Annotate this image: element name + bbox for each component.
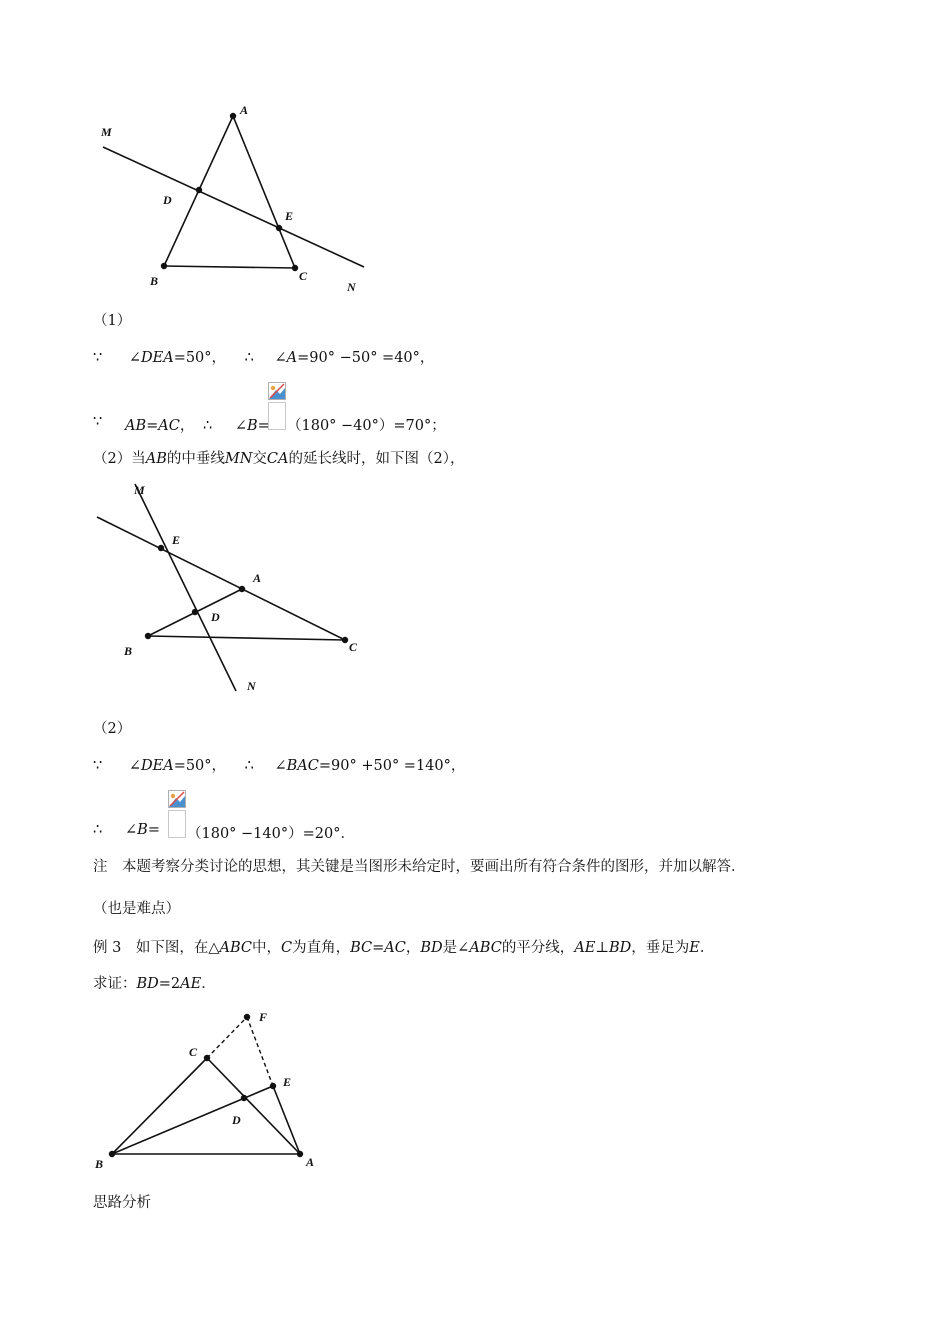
label-d: D	[163, 193, 172, 207]
label-a: A	[253, 571, 262, 585]
point-d	[192, 609, 198, 615]
point-f	[244, 1014, 250, 1020]
therefore-symbol: ∴	[244, 758, 254, 774]
side-ac	[233, 116, 295, 268]
dashed-cf	[207, 1017, 247, 1058]
label-a: A	[306, 1155, 315, 1169]
point-c	[292, 265, 298, 271]
side-bc	[164, 266, 295, 268]
point-b	[161, 263, 167, 269]
label-e: E	[172, 533, 181, 547]
point-c	[204, 1055, 210, 1061]
label-a: A	[240, 103, 249, 117]
label-f: F	[259, 1010, 268, 1024]
because-symbol: ∵	[93, 414, 103, 430]
point-a	[230, 113, 236, 119]
broken-image-icon	[268, 382, 286, 430]
line-mn	[103, 147, 364, 267]
label-n: N	[347, 280, 356, 294]
point-a	[297, 1151, 303, 1157]
figure-3-triangle	[90, 1004, 330, 1174]
point-d	[196, 187, 202, 193]
analysis-heading: 思路分析	[93, 1195, 151, 1211]
label-b: B	[150, 274, 159, 288]
label-b: B	[124, 644, 133, 658]
line-mn	[135, 484, 236, 691]
case-2-intro: （2）当AB的中垂线MN交CA的延长线时，如下图（2），	[93, 451, 465, 467]
segment-be	[112, 1086, 273, 1154]
point-a	[239, 586, 245, 592]
therefore-symbol: ∴	[244, 350, 254, 366]
label-e: E	[283, 1075, 292, 1089]
therefore-symbol: ∴	[93, 822, 103, 838]
example-3-statement: 例 3 如下图，在△ABC中，C为直角，BC=AC，BD是∠ABC的平分线，AE⊥BD，垂足为E．	[93, 940, 715, 956]
figure-2-triangle	[90, 478, 380, 698]
label-d: D	[211, 610, 220, 624]
label-d: D	[232, 1113, 241, 1127]
point-e	[276, 225, 282, 231]
dashed-fe	[247, 1017, 273, 1086]
label-c: C	[299, 269, 308, 283]
label-e: E	[285, 209, 294, 223]
side-bc	[148, 636, 345, 640]
label-m: M	[134, 483, 145, 497]
label-m: M	[101, 125, 112, 139]
prove-statement: 求证：BD=2AE．	[93, 976, 216, 992]
because-symbol: ∵	[93, 758, 103, 774]
label-c: C	[189, 1045, 198, 1059]
broken-image-icon	[168, 790, 186, 838]
solution-line-1: ∵ ∠DEA=50°， ∴ ∠A=90° −50° =40°，	[93, 350, 435, 366]
side-ca	[207, 1058, 300, 1154]
figure-1-triangle	[95, 100, 385, 300]
caption-2: （2）	[93, 721, 132, 737]
label-c: C	[349, 640, 358, 654]
side-bc	[112, 1058, 207, 1154]
label-b: B	[95, 1157, 104, 1171]
segment-ea	[273, 1086, 300, 1154]
note-paragraph: 注 本题考察分类讨论的思想，其关键是当图形未给定时，要画出所有符合条件的图形，并加以解答．	[93, 859, 746, 875]
point-b	[145, 633, 151, 639]
because-symbol: ∵	[93, 350, 103, 366]
point-d	[241, 1095, 247, 1101]
point-b	[109, 1151, 115, 1157]
point-c	[342, 637, 348, 643]
therefore-symbol: ∴	[202, 418, 213, 434]
difficulty-marker: （也是难点）	[93, 901, 180, 917]
line-ca-extended	[97, 517, 345, 640]
point-e	[270, 1083, 276, 1089]
caption-1: （1）	[93, 313, 132, 329]
point-e	[158, 545, 164, 551]
solution-line-4: ∵ ∠DEA=50°， ∴ ∠BAC=90° +50° =140°，	[93, 758, 466, 774]
label-n: N	[247, 679, 256, 693]
